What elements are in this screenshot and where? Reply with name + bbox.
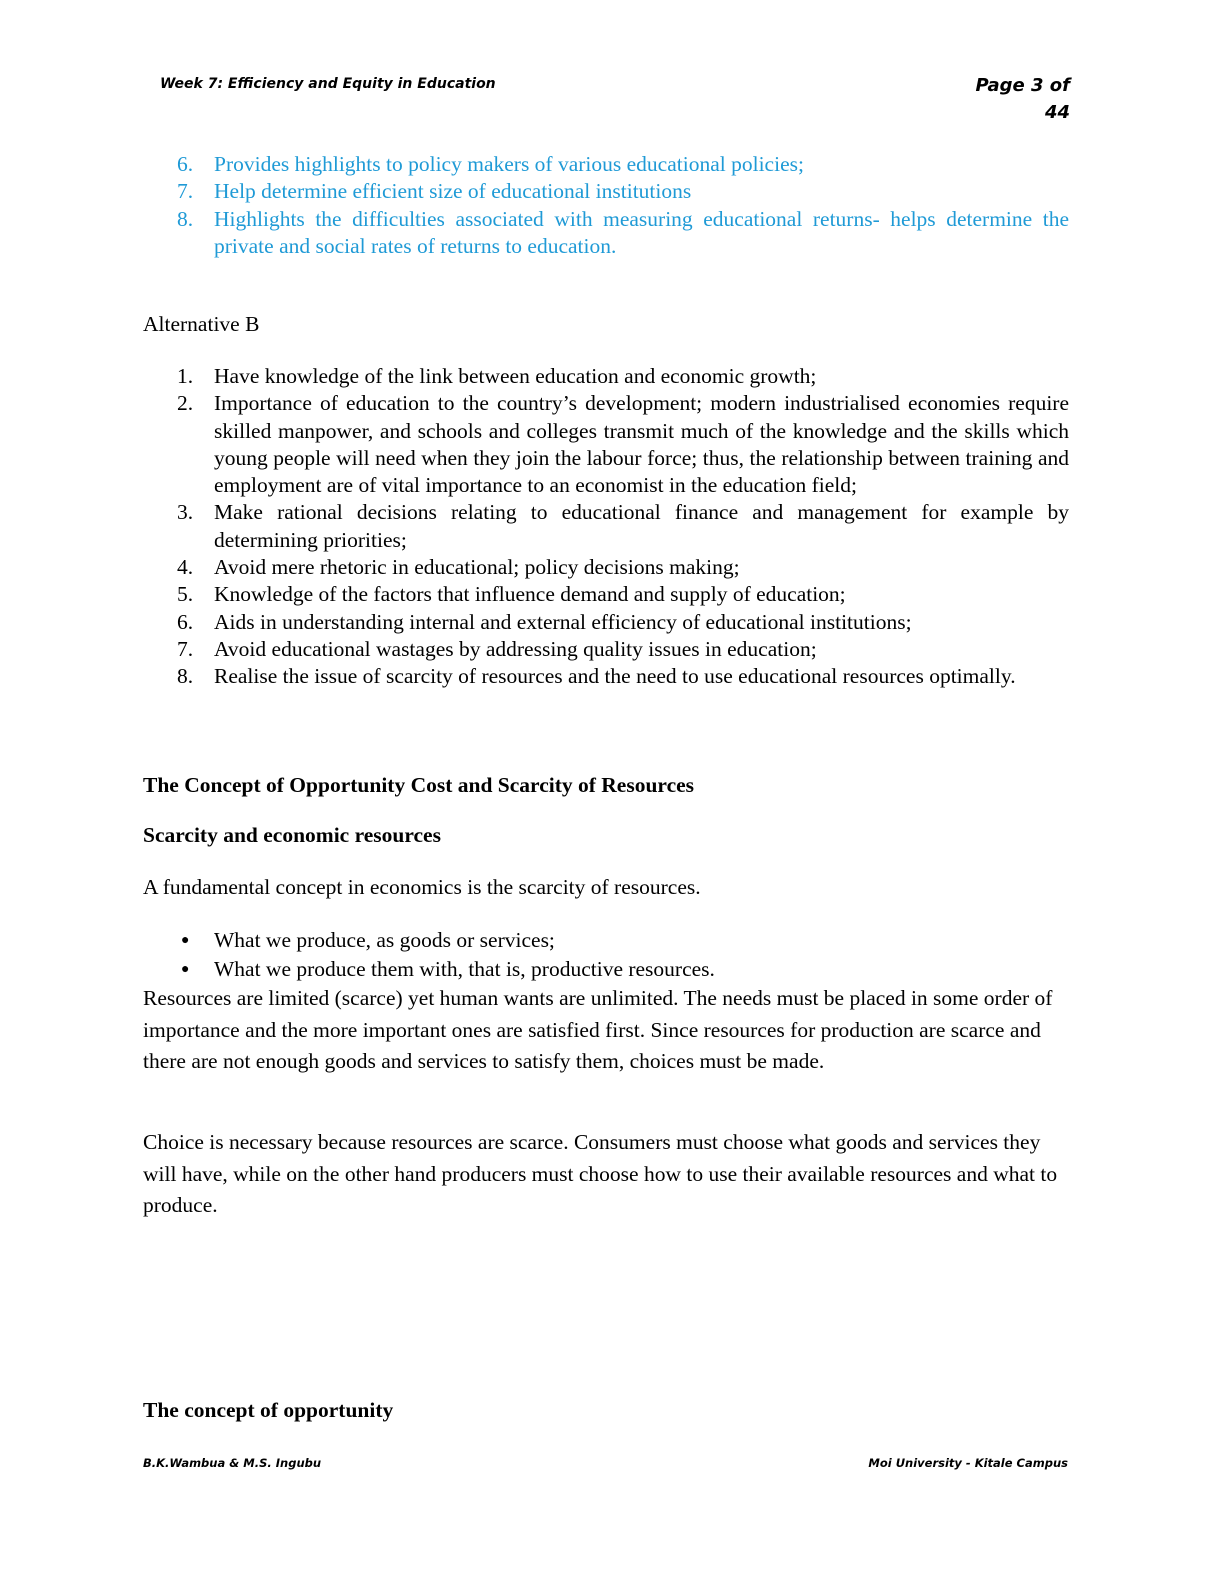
alternative-b-label: Alternative B bbox=[143, 312, 260, 336]
list-item-text: Aids in understanding internal and external efficiency of educational institutions; bbox=[214, 609, 912, 634]
bullet-dot-icon: ● bbox=[181, 962, 190, 977]
list-item-text: Make rational decisions relating to educational finance and management for example by determining priorities; bbox=[214, 500, 1069, 552]
list-item-number: 7. bbox=[177, 179, 194, 204]
list-item-text: Provides highlights to policy makers of various educational policies; bbox=[214, 152, 804, 176]
list-item-text: Realise the issue of scarcity of resources and the need to use educational resources optimally. bbox=[214, 664, 1016, 689]
bullet-text: What we produce, as goods or services; bbox=[214, 928, 555, 952]
list-item bbox=[143, 178, 1069, 205]
list-item-text: Avoid mere rhetoric in educational; policy decisions making; bbox=[214, 555, 740, 580]
list-item-text: Importance of education to the country’s development; modern industrialised economies require skilled manpower, and schools and colleges transmit much of the knowledge and the skills which young people will need when they join the labour force; thus, the relationship between training and employment are of vital importance to an economist in the education field; bbox=[214, 391, 1069, 498]
footer-authors: B.K.Wambua & M.S. Ingubu bbox=[143, 1456, 322, 1470]
bullet-list bbox=[143, 926, 1069, 984]
list-item bbox=[143, 554, 1069, 581]
paragraph-scarcity: Resources are limited (scarce) yet human wants are unlimited. The needs must be placed in some order of importance and the more important ones are satisfied first. Since resources for production are scarce and there are not enough goods and services to satisfy them, choices must be made. bbox=[143, 986, 1053, 1073]
bullet-dot-icon: ● bbox=[181, 933, 190, 948]
list-item bbox=[143, 636, 1069, 663]
list-item bbox=[143, 609, 1069, 636]
bullet-item bbox=[143, 955, 1069, 984]
list-alternative-a-continued bbox=[143, 151, 1069, 260]
list-item bbox=[143, 499, 1069, 554]
list-item-number: 6. bbox=[177, 609, 194, 634]
list-item-number: 5. bbox=[177, 582, 194, 607]
header-title: Week 7: Efficiency and Equity in Education bbox=[160, 76, 496, 92]
subheading-opportunity: The concept of opportunity bbox=[143, 1398, 394, 1422]
list-item-number: 2. bbox=[177, 391, 194, 416]
bullet-item bbox=[143, 926, 1069, 955]
list-item-number: 4. bbox=[177, 555, 194, 580]
list-item-text: Knowledge of the factors that influence demand and supply of education; bbox=[214, 582, 846, 607]
list-item-number: 8. bbox=[177, 664, 194, 689]
bullet-text: What we produce them with, that is, productive resources. bbox=[214, 957, 715, 981]
list-item-number: 3. bbox=[177, 500, 194, 525]
intro-paragraph: A fundamental concept in economics is the scarcity of resources. bbox=[143, 875, 701, 899]
section-heading-opportunity-cost: The Concept of Opportunity Cost and Scarcity of Resources bbox=[143, 773, 695, 797]
list-item-text: Highlights the difficulties associated with measuring educational returns- helps determine the private and social rates of returns to education. bbox=[214, 206, 1069, 258]
list-item-number: 1. bbox=[177, 364, 194, 388]
list-item-text: Avoid educational wastages by addressing quality issues in education; bbox=[214, 636, 817, 661]
page-number-line-1: Page 3 of bbox=[975, 75, 1070, 96]
list-item-text: Help determine efficient size of educational institutions bbox=[214, 179, 692, 204]
list-item-text: Have knowledge of the link between education and economic growth; bbox=[214, 364, 817, 388]
page-number bbox=[960, 72, 1070, 126]
list-item bbox=[143, 390, 1069, 499]
list-item bbox=[143, 581, 1069, 608]
list-item-number: 7. bbox=[177, 636, 194, 661]
list-item bbox=[143, 363, 1069, 390]
list-item bbox=[143, 206, 1069, 261]
list-item bbox=[143, 663, 1069, 690]
list-item bbox=[143, 151, 1069, 178]
list-item-number: 6. bbox=[177, 152, 194, 176]
list-alternative-b bbox=[143, 363, 1069, 691]
subheading-scarcity: Scarcity and economic resources bbox=[143, 823, 441, 847]
list-item-number: 8. bbox=[177, 206, 194, 231]
paragraph-choice: Choice is necessary because resources are scarce. Consumers must choose what goods and services they will have, while on the other hand producers must choose how to use their available resources and what to produce. bbox=[143, 1130, 1058, 1217]
page-number-line-2: 44 bbox=[1044, 102, 1070, 123]
footer-institution: Moi University - Kitale Campus bbox=[868, 1456, 1068, 1470]
